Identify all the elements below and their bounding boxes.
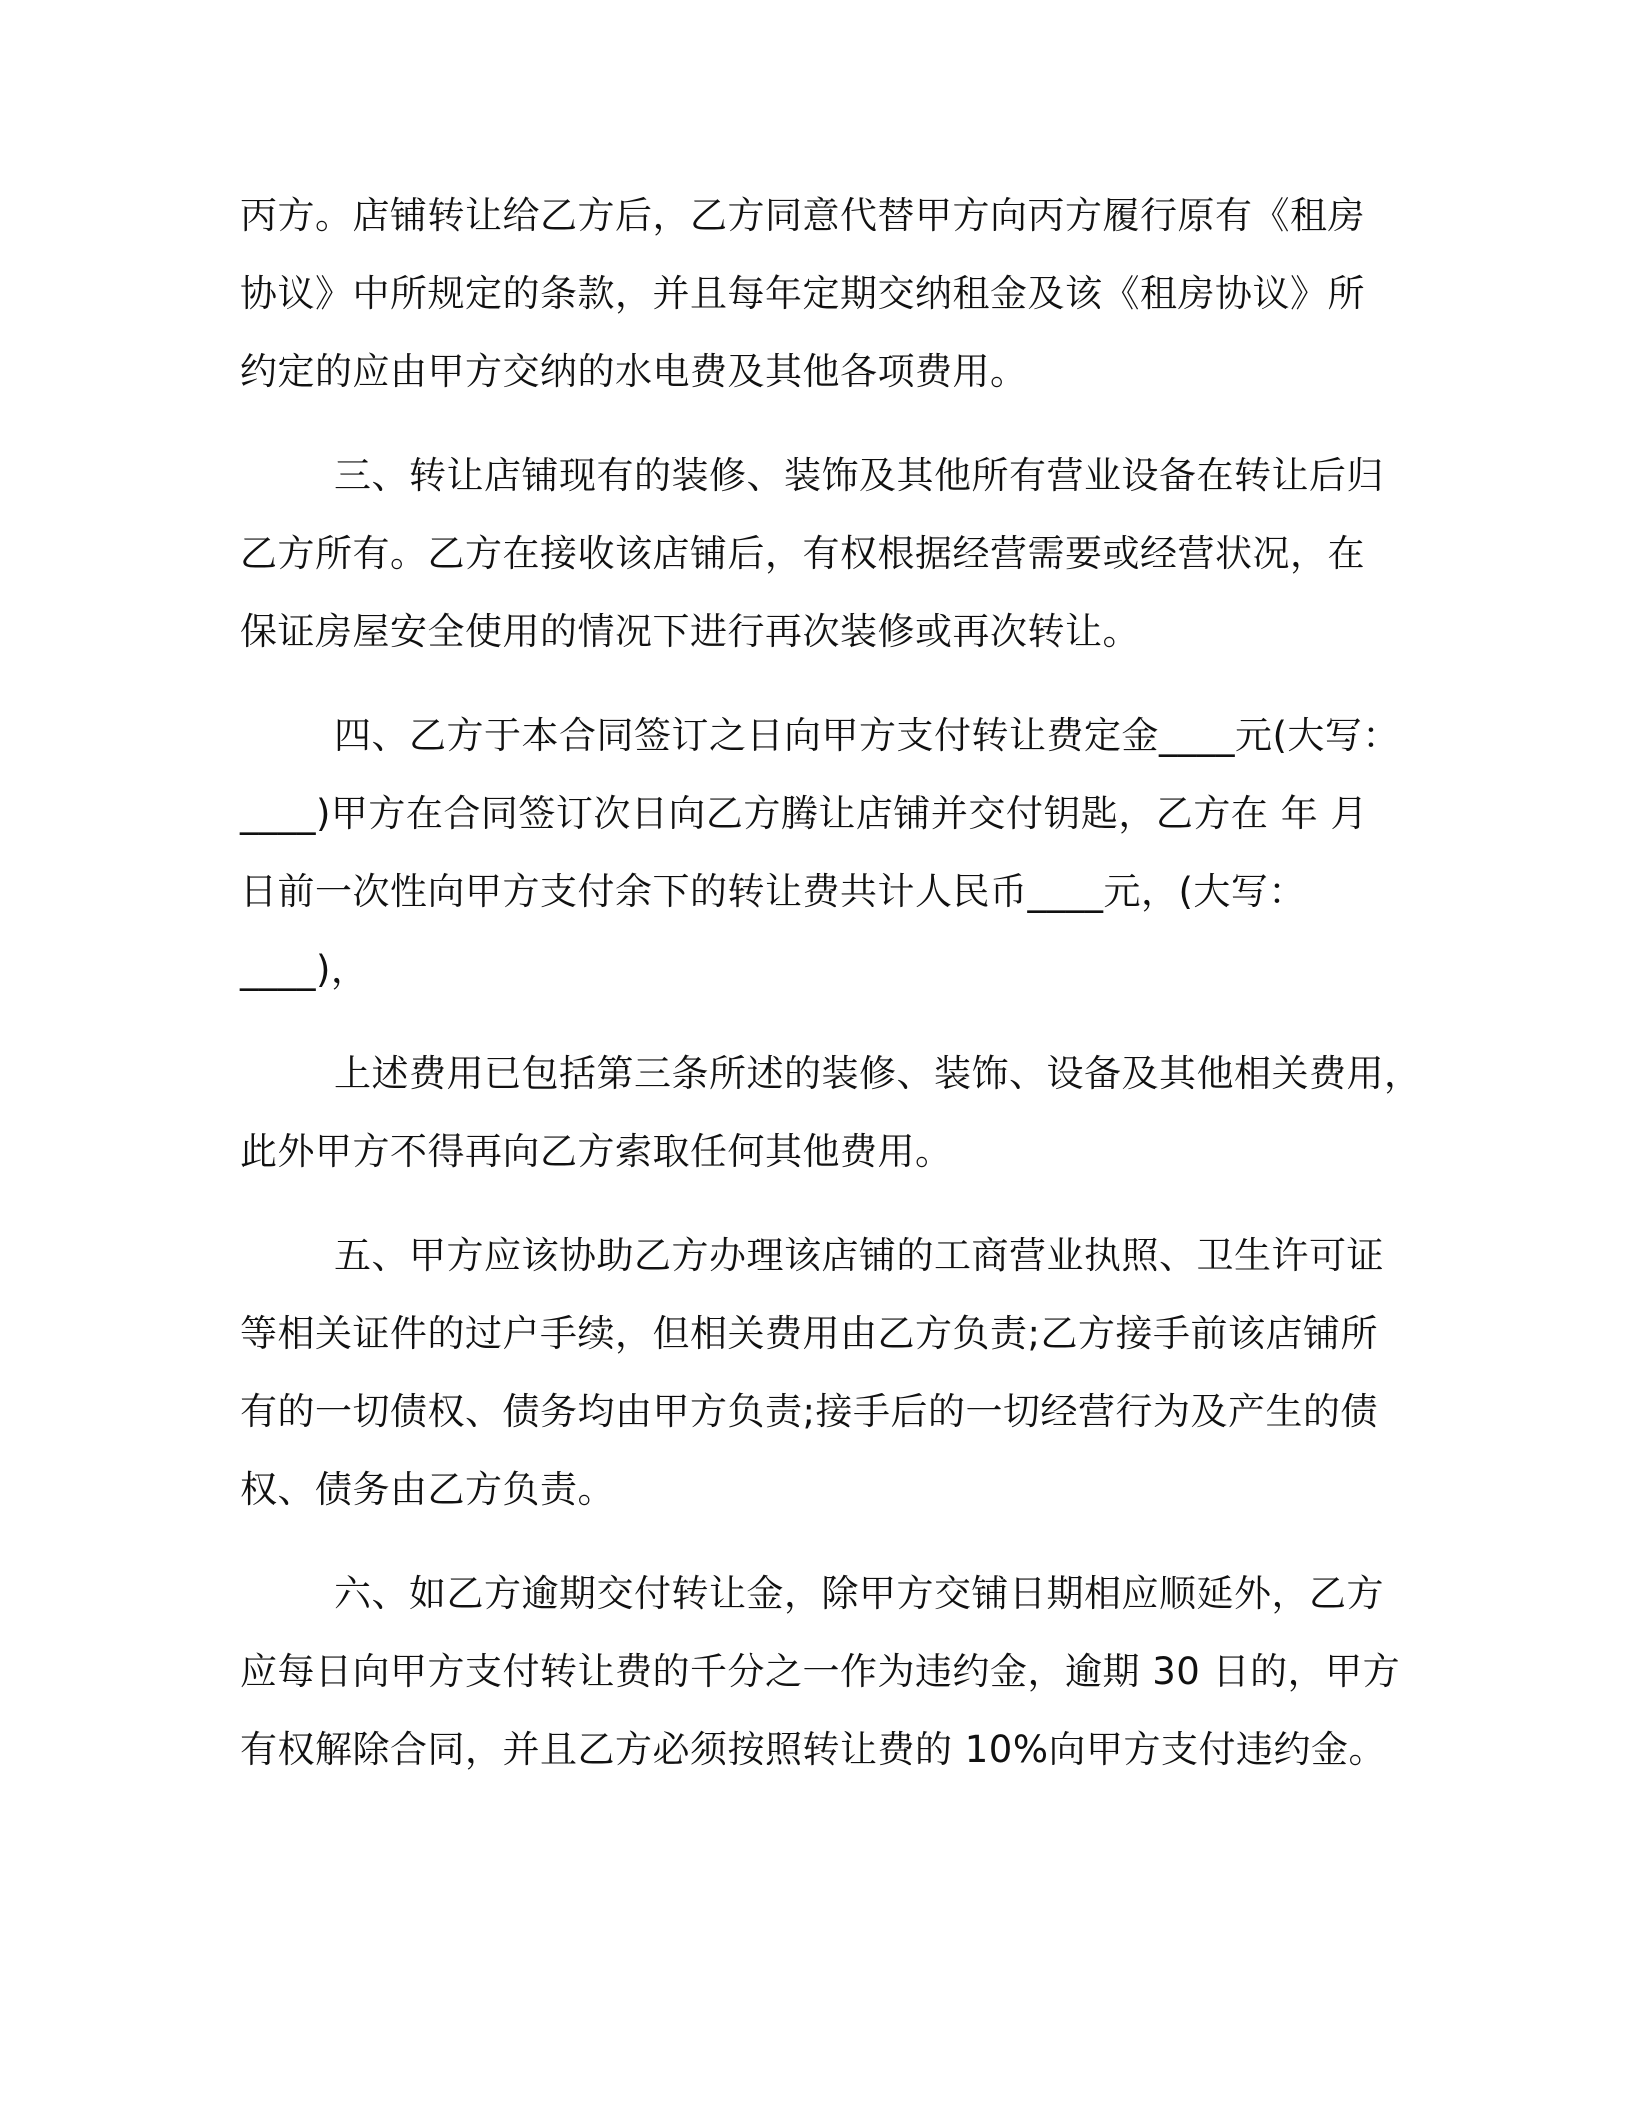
text-line: 应每日向甲方支付转让费的千分之一作为违约金，逾期 30 日的，甲方	[240, 1650, 1401, 1693]
text-line: 等相关证件的过户手续，但相关费用由乙方负责;乙方接手前该店铺所	[240, 1312, 1378, 1355]
text-line: 日前一次性向甲方支付余下的转让费共计人民币____元，(大写：	[240, 870, 1306, 913]
text-line: 丙方。店铺转让给乙方后，乙方同意代替甲方向丙方履行原有《租房	[240, 194, 1365, 237]
text-line: ____)，	[240, 948, 369, 991]
text-line: 此外甲方不得再向乙方索取任何其他费用。	[240, 1130, 953, 1173]
text-line: 权、债务由乙方负责。	[240, 1468, 615, 1511]
text-line: 有权解除合同，并且乙方必须按照转让费的 10%向甲方支付违约金。	[240, 1728, 1386, 1771]
text-line: 乙方所有。乙方在接收该店铺后，有权根据经营需要或经营状况，在	[240, 532, 1365, 575]
text-line: 四、乙方于本合同签订之日向甲方支付转让费定金____元(大写：	[334, 714, 1400, 757]
text-line: ____)甲方在合同签订次日向乙方腾让店铺并交付钥匙，乙方在 年 月	[240, 792, 1368, 835]
text-line: 协议》中所规定的条款，并且每年定期交纳租金及该《租房协议》所	[240, 272, 1365, 315]
text-line: 约定的应由甲方交纳的水电费及其他各项费用。	[240, 350, 1028, 393]
text-line: 六、如乙方逾期交付转让金，除甲方交铺日期相应顺延外，乙方	[334, 1572, 1384, 1615]
text-line: 上述费用已包括第三条所述的装修、装饰、设备及其他相关费用，	[334, 1052, 1422, 1095]
text-line: 保证房屋安全使用的情况下进行再次装修或再次转让。	[240, 610, 1140, 653]
text-line: 有的一切债权、债务均由甲方负责;接手后的一切经营行为及产生的债	[240, 1390, 1378, 1433]
text-line: 三、转让店铺现有的装修、装饰及其他所有营业设备在转让后归	[334, 454, 1384, 497]
text-line: 五、甲方应该协助乙方办理该店铺的工商营业执照、卫生许可证	[334, 1234, 1384, 1277]
